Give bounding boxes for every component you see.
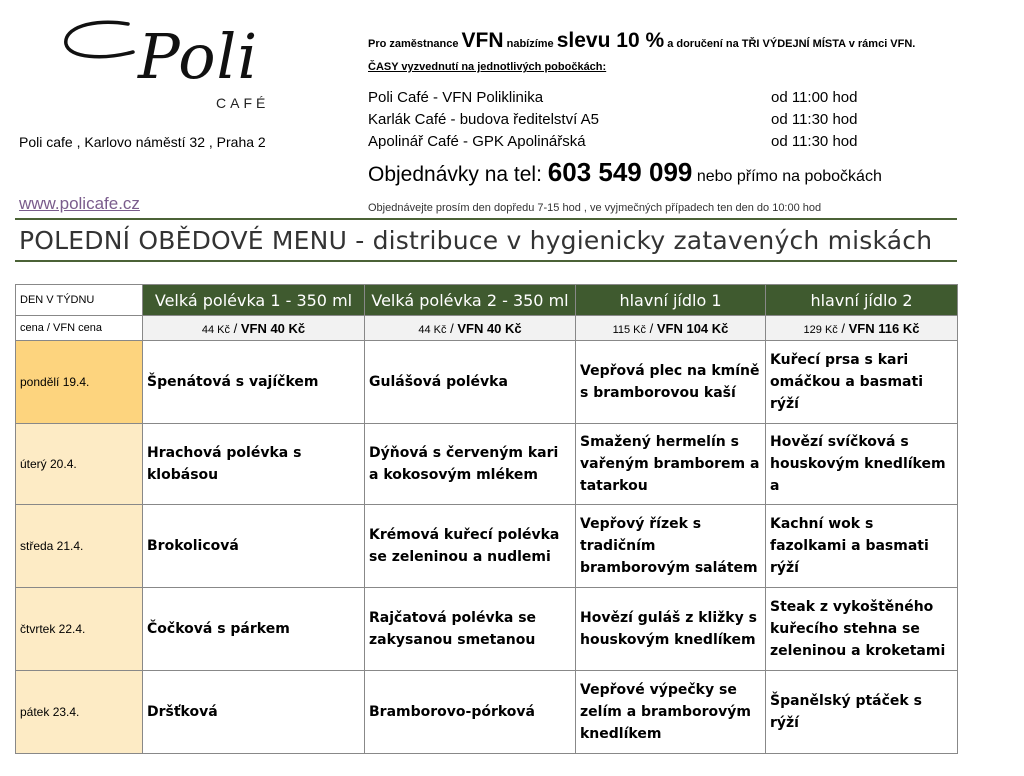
- dish-cell: [143, 671, 365, 754]
- poli-cafe-logo: [58, 16, 268, 116]
- dish-text: Hovězí svíčková s houskovým knedlíkem a: [770, 434, 946, 494]
- dish-text: Vepřový řízek s tradičním bramborovým salátem: [580, 516, 758, 576]
- dish-cell: [365, 671, 576, 754]
- price-row: [16, 316, 958, 341]
- price-cell: 129 Kč / VFN 116 Kč: [766, 316, 958, 341]
- dish-text: Hrachová polévka s klobásou: [147, 445, 302, 483]
- order-note: Objednávejte prosím den dopředu 7-15 hod , ve vyjmečných případech ten den do 10:00 hod: [368, 202, 822, 214]
- dish-cell: [143, 505, 365, 588]
- pickup-times-title: ČASY vyzvednutí na jednotlivých pobočkách:: [368, 61, 607, 73]
- dish-text: Dýňová s červeným kari a kokosovým mlékem: [369, 445, 559, 483]
- price-label: cena / VFN cena: [16, 316, 143, 341]
- dish-text: Smažený hermelín s vařeným bramborem a tatarkou: [580, 434, 760, 494]
- cafe-address: Poli cafe , Karlovo náměstí 32 , Praha 2: [19, 134, 266, 150]
- table-row: [16, 341, 958, 424]
- lunch-menu-table: [15, 284, 958, 754]
- dish-text: Špenátová s vajíčkem: [147, 374, 319, 390]
- dish-text: Čočková s párkem: [147, 621, 290, 637]
- day-column-header: DEN V TÝDNU: [16, 285, 143, 316]
- dish-cell: [576, 424, 766, 505]
- dish-cell: [143, 588, 365, 671]
- branch-name-1: Poli Café - VFN Poliklinika: [368, 89, 544, 106]
- price-regular: 129 Kč: [803, 323, 838, 336]
- logo-cafe-text: CAFÉ: [216, 95, 270, 111]
- dish-cell: [766, 505, 958, 588]
- column-header-soup-2: Velká polévka 2 - 350 ml: [365, 285, 576, 316]
- offer-text-1: Pro zaměstnance: [368, 38, 462, 50]
- column-header-main-1: hlavní jídlo 1: [576, 285, 766, 316]
- website-link[interactable]: www.policafe.cz: [19, 194, 140, 213]
- dish-cell: [766, 424, 958, 505]
- day-cell: středa 21.4.: [16, 505, 143, 588]
- dish-cell: [143, 424, 365, 505]
- orders-prefix: Objednávky na tel:: [368, 163, 548, 186]
- order-phone-number[interactable]: 603 549 099: [547, 157, 693, 187]
- price-regular: 44 Kč: [418, 323, 447, 336]
- offer-vfn: VFN: [461, 29, 504, 52]
- orders-suffix: nebo přímo na pobočkách: [692, 168, 882, 185]
- dish-cell: [365, 505, 576, 588]
- day-cell: pátek 23.4.: [16, 671, 143, 754]
- dish-text: Kuřecí prsa s kari omáčkou a basmati rýží: [770, 352, 923, 412]
- dish-cell: [576, 341, 766, 424]
- table-row: [16, 588, 958, 671]
- dish-cell: [766, 341, 958, 424]
- offer-discount: slevu 10 %: [556, 29, 665, 52]
- divider-top: [15, 218, 957, 220]
- dish-cell: [766, 588, 958, 671]
- branch-time-1: od 11:00 hod: [771, 89, 858, 106]
- branch-time-3: od 11:30 hod: [771, 133, 858, 150]
- dish-text: Brokolicová: [147, 538, 239, 554]
- employee-offer: [368, 29, 915, 53]
- dish-cell: [576, 588, 766, 671]
- dish-cell: [766, 671, 958, 754]
- day-cell: pondělí 19.4.: [16, 341, 143, 424]
- table-row: [16, 424, 958, 505]
- dish-text: Kachní wok s fazolkami a basmati rýží: [770, 516, 929, 576]
- dish-text: Dršťková: [147, 704, 218, 720]
- dish-text: Španělský ptáček s rýží: [770, 693, 922, 731]
- price-cell: 115 Kč / VFN 104 Kč: [576, 316, 766, 341]
- branch-name-2: Karlák Café - budova ředitelství A5: [368, 111, 599, 128]
- price-vfn: VFN 116 Kč: [848, 320, 920, 336]
- dish-cell: [143, 341, 365, 424]
- divider-bottom: [15, 260, 957, 262]
- branch-time-2: od 11:30 hod: [771, 111, 858, 128]
- day-cell: úterý 20.4.: [16, 424, 143, 505]
- price-vfn: VFN 104 Kč: [656, 320, 729, 336]
- dish-cell: [365, 588, 576, 671]
- day-cell: čtvrtek 22.4.: [16, 588, 143, 671]
- table-row: [16, 505, 958, 588]
- dish-cell: [365, 341, 576, 424]
- dish-text: Bramborovo-pórková: [369, 704, 535, 720]
- dish-text: Rajčatová polévka se zakysanou smetanou: [369, 610, 537, 648]
- dish-cell: [576, 505, 766, 588]
- price-regular: 115 Kč: [612, 323, 647, 336]
- column-header-soup-1: Velká polévka 1 - 350 ml: [143, 285, 365, 316]
- offer-text-2: nabízíme: [503, 38, 557, 50]
- offer-text-3: a doručení na TŘI VÝDEJNÍ MÍSTA v rámci VFN.: [664, 38, 916, 50]
- dish-text: Gulášová polévka: [369, 374, 508, 390]
- dish-text: Hovězí guláš z kližky s houskovým knedlíkem: [580, 610, 757, 648]
- dish-cell: [365, 424, 576, 505]
- logo-name: Poli: [138, 20, 259, 93]
- table-row: [16, 671, 958, 754]
- price-cell: 44 Kč / VFN 40 Kč: [365, 316, 576, 341]
- dish-text: Steak z vykoštěného kuřecího stehna se zeleninou a kroketami: [770, 599, 946, 659]
- dish-cell: [576, 671, 766, 754]
- price-regular: 44 Kč: [201, 323, 230, 336]
- dish-text: Vepřové výpečky se zelím a bramborovým knedlíkem: [580, 682, 751, 742]
- order-phone-line: [368, 159, 882, 190]
- price-cell: 44 Kč / VFN 40 Kč: [143, 316, 365, 341]
- branch-name-3: Apolinář Café - GPK Apolinářská: [368, 133, 586, 150]
- price-vfn: VFN 40 Kč: [240, 320, 306, 336]
- table-header-row: [16, 285, 958, 316]
- dish-text: Vepřová plec na kmíně s bramborovou kaší: [580, 363, 760, 401]
- price-vfn: VFN 40 Kč: [457, 320, 522, 336]
- column-header-main-2: hlavní jídlo 2: [766, 285, 958, 316]
- menu-title: POLEDNÍ OBĚDOVÉ MENU - distribuce v hygienicky zatavených miskách: [19, 226, 933, 255]
- dish-text: Krémová kuřecí polévka se zeleninou a nudlemi: [369, 527, 560, 565]
